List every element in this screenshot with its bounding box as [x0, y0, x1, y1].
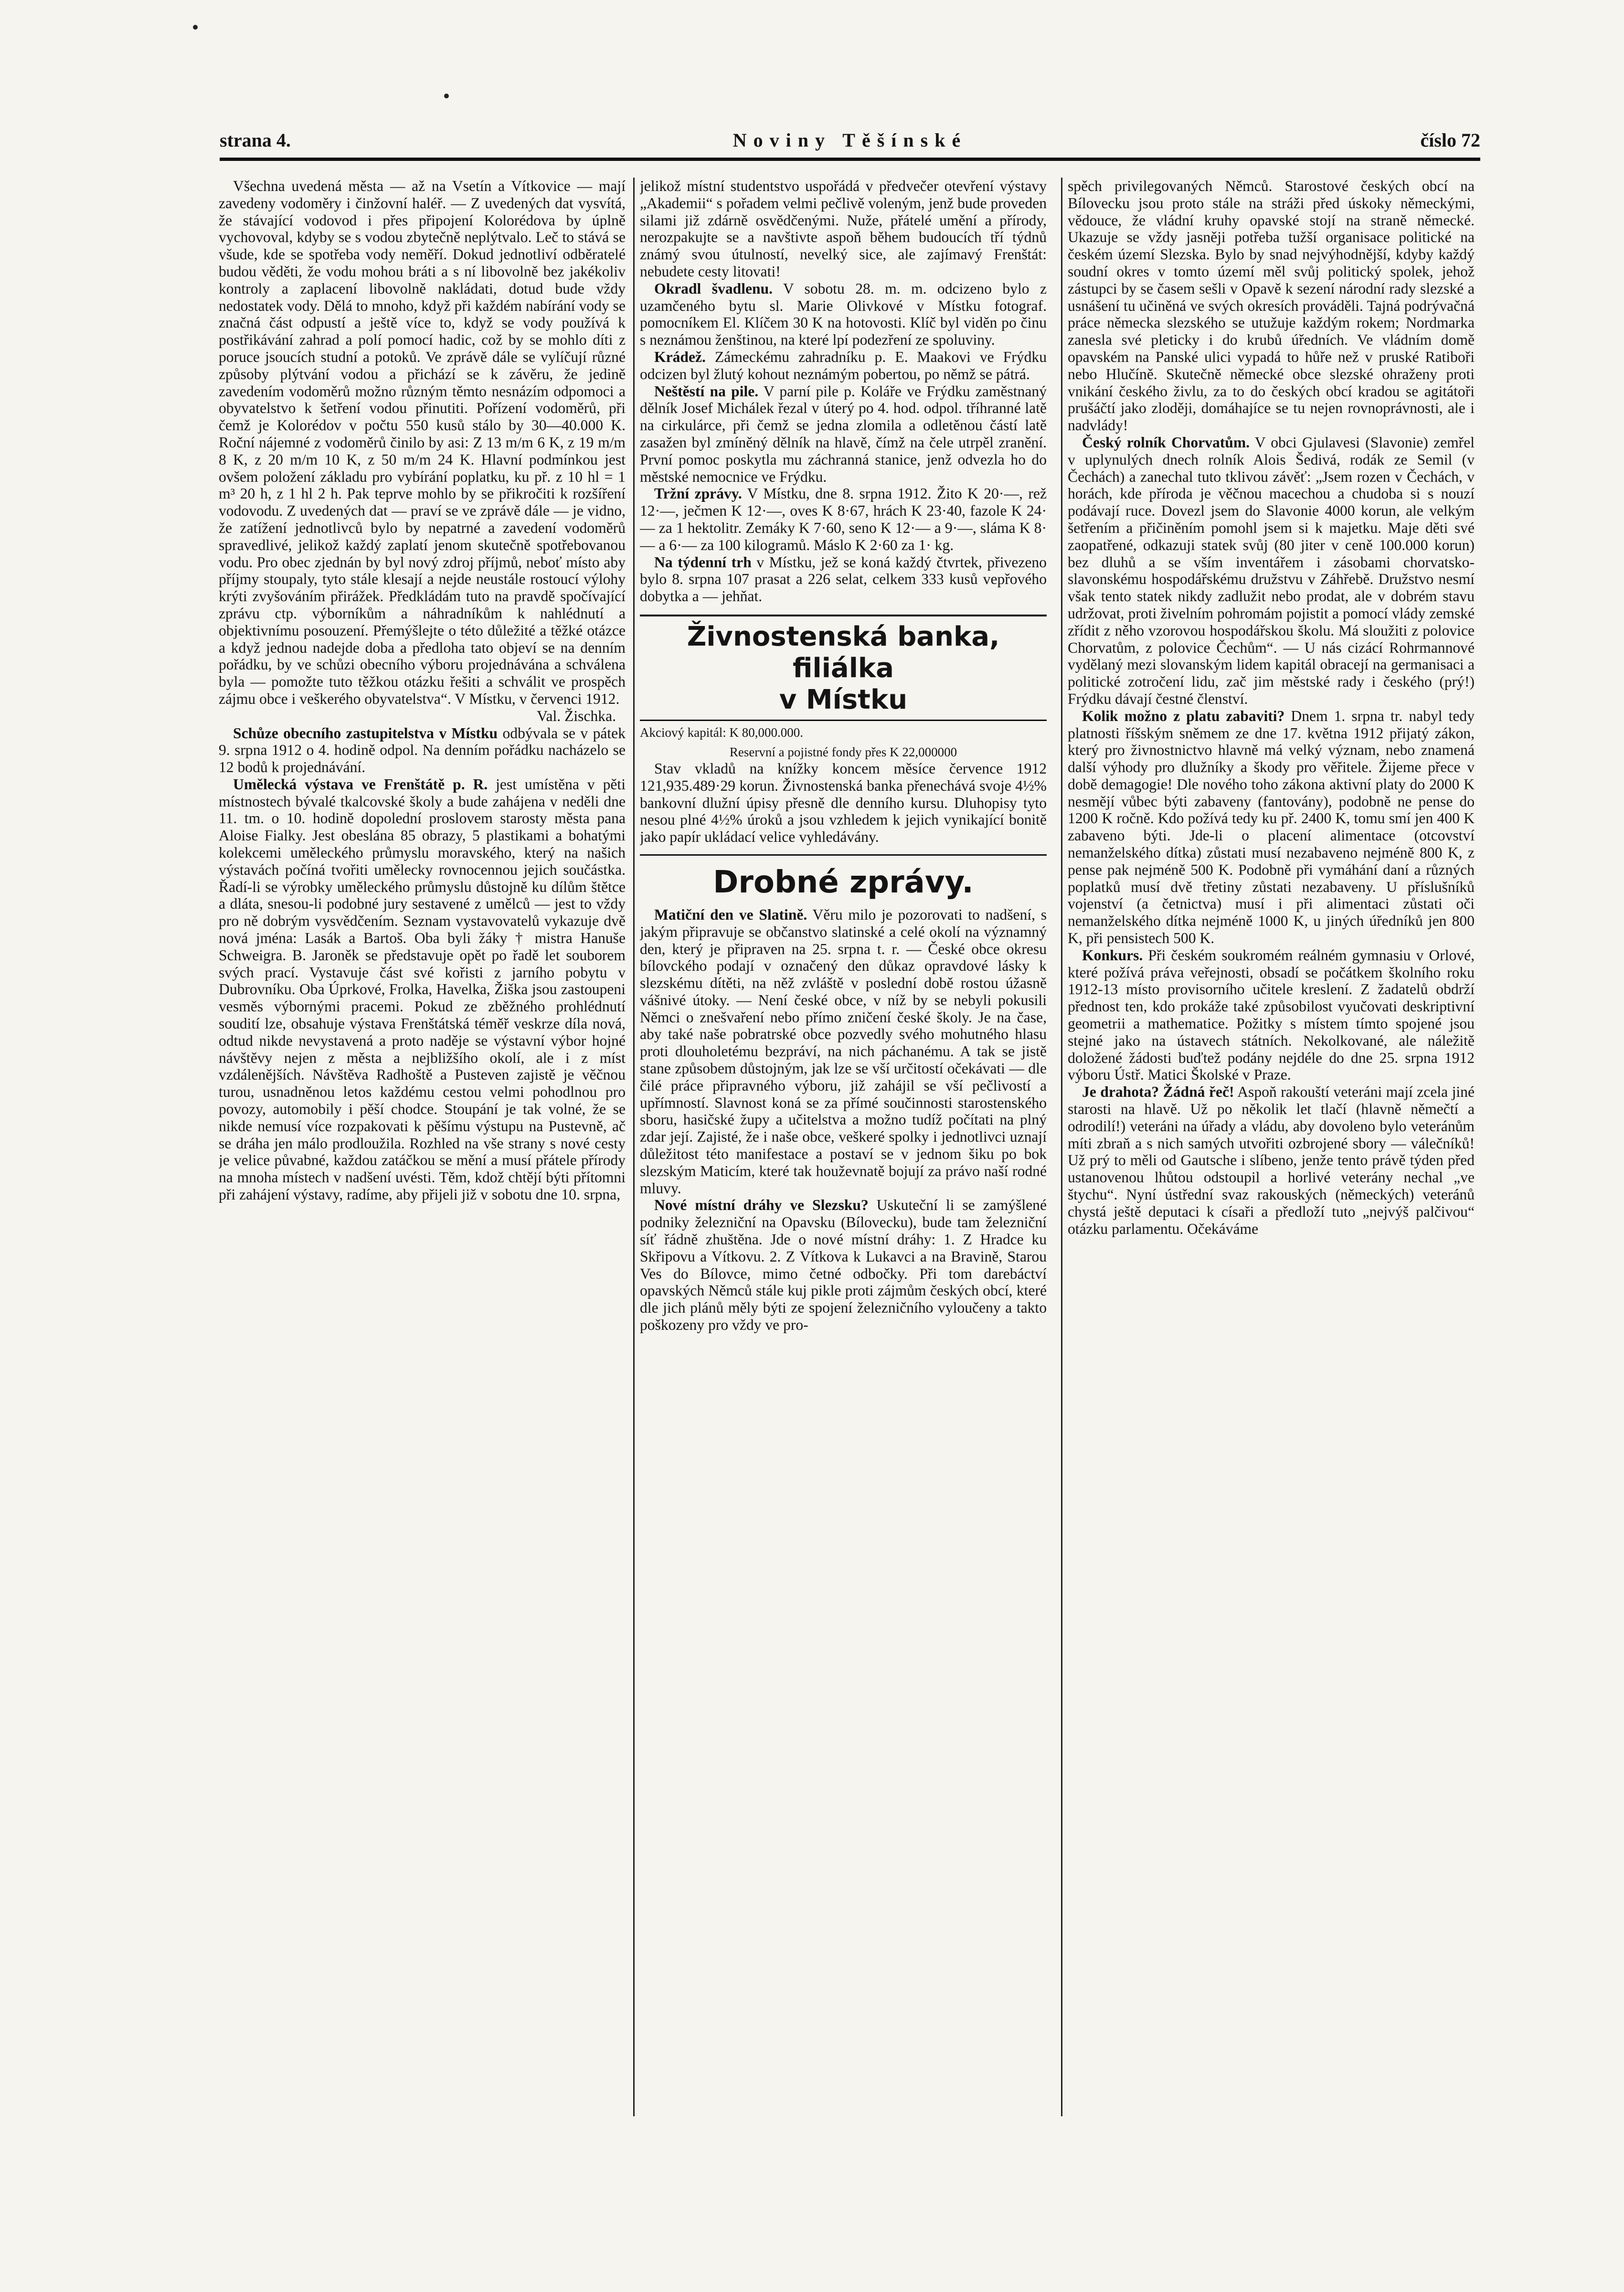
news-item	[1068, 1083, 1475, 1237]
news-text: v Místku, jež se koná každý čtvrtek, přivezeno bylo 8. srpna 107 prasat a 226 selat, celkem 333 kusů vepřového dobytka a — jehňat.	[640, 553, 1047, 605]
news-text: V parní pile p. Koláře ve Frýdku zaměstnaný dělník Josef Michálek řezal v úterý po 4. hod. odpol. tříhranné latě na cirkulárce, při čemž se jedna zlomila a odletěnou částí latě zasažen byl zmíněný dělník na hlavě, čímž na čele utrpěl zranění. První pomoc poskytla mu záchranná stanice, jenž odvezla ho do městské nemocnice ve Frýdku.	[640, 382, 1047, 485]
news-item	[219, 776, 626, 1203]
news-headline: Neštěstí na pile.	[654, 382, 759, 400]
news-text: Uskuteční li se zamýšlené podniky železniční na Opavsku (Bílovecku), bude tam železniční síť řádně zhuštěna. Jde o nové místní dráhy: 1. Z Hradce ku Skřipovu a Vítkovu. 2. Z Vítkova k Lukavci a na Bravině, Starou Ves do Bílovce, mimo četné odbočky. Při tom darebáctví opavských Němců stále kuj pikle proti zájmům českých obcí, které dle jich plánů měly býti ze spojení železničního vyloučeny a takto poškozeny pro vždy ve pro-	[640, 1197, 1047, 1334]
news-text: Zámeckému zahradníku p. E. Maakovi ve Frýdku odcizen byl žlutý kohout neznámým pobertou, po němž se pátrá.	[640, 348, 1047, 382]
news-item	[1068, 947, 1475, 1083]
speck	[444, 94, 449, 98]
news-item	[640, 280, 1047, 349]
news-headline: Kolik možno z platu zabaviti?	[1082, 707, 1285, 724]
news-headline: Schůze obecního zastupitelstva v Místku	[233, 724, 498, 742]
news-text: odbývala se v pátek 9. srpna 1912 o 4. hodině odpol. Na denním pořádku nacházelo se 12 bodů k projednávání.	[219, 724, 626, 776]
news-headline: Český rolník Chorvatům.	[1082, 434, 1250, 451]
article-paragraph: jelikož místní studentstvo uspořádá v předvečer otevření výstavy „Akademii“ s pořadem velmi pečlivě voleným, jenž bude proveden silami již zdárně osvědčenými. Nuže, přátelé umění a přírody, nerozpakujte se a navštivte aspoň během budoucích tří týdnů známý svou útulností, nevelký sice, ale zajímavý Frenštát: nebudete cesty litovati!	[640, 178, 1047, 280]
news-item	[219, 725, 626, 776]
bank-reserves: Reservní a pojistné fondy přes K 22,000000	[729, 744, 957, 759]
section-title: Drobné zprávy.	[640, 854, 1047, 902]
column-3	[1068, 178, 1475, 2131]
column-divider	[1061, 178, 1062, 2116]
news-headline: Na týdenní trh	[654, 553, 752, 571]
bank-capital: Akciový kapitál: K 80,000.000.	[640, 725, 803, 740]
news-item	[640, 485, 1047, 553]
article-paragraph: Všechna uvedená města — až na Vsetín a Vítkovice — mají zavedeny vodoměry i činžovní haléř. — Z uvedených dat vysvítá, že stávající vodovod i přes připojení Kolorédova by úplně vychovoval, kdyby se s vodou zbytečně neplýtvalo. Leč to stává se všude, kde se spotřeba vody neměří. Dokud jednotliví odběratelé budou věděti, že vodu mohou bráti a s ní libovolně bez jakékoliv kontroly a zaplacení libovolně nakládati, dotud bude vždy nedostatek vody. Dělá to mnoho, když při každém nabírání vody se značná část odpustí a ještě více to, když se vody používá k postřikávání zahrad a polí pomocí hadic, což by se mohlo díti z poruce jsoucích studní a potoků. Ve zprávě dále se vylíčují různé způsoby plýtvání vodou a přichází se k závěru, že jedině zavedením vodoměrů možno různým těmto nesnázím odpomoci a obyvatelstvo k šetření vodou přinutiti. Pořízení vodoměrů, při čemž je Kolorédov v počtu 550 kusů stálo by 30—40.000 K. Roční nájemné z vodoměrů činilo by asi: Z 13 m/m 6 K, z 19 m/m 8 K, z 20 m/m 10 K, z 50 m/m 24 K. Hlavní podmínkou jest ovšem položení základu pro vybírání poplatku, ku př. z 10 hl = 1 m³ 20 h, z 1 hl 2 h. Pak teprve mohlo by se přikročiti k rozšíření vodovodu. Z uvedených dat — praví se ve zprávě dále — je vidno, že zatížení jednotlivců bylo by nepatrné a zavedení vodoměrů spravedlivé, jelikož každý zaplatí jenom skutečně spotřebovanou vodu. Pro obec zjednán by byl nový zdroj příjmů, neboť místo aby příjmy stoupaly, tyto stále klesají a nejde neustále rostoucí výlohy krýti zvyšováním přirážek. Předkládám tuto na pravdě spočívající zprávu ctp. výborníkům a náhradníkům k nahlédnutí a objektivnímu posouzení. Přemýšlejte o této důležité a těžké otázce a když jednou nadejde doba a předloha tato objeví se na denním pořádku, by ve schůzi obecního výboru projednávána a schválena byla — pomožte tuto těžkou otázku řešiti a schválit ve prospěch zájmu obce i veškerého obyvatelstva“. V Místku, v červenci 1912.	[219, 178, 626, 707]
news-item	[640, 906, 1047, 1197]
newspaper-title: Noviny Těšínské	[732, 129, 967, 151]
news-headline: Konkurs.	[1082, 946, 1143, 964]
article-signature: Val. Žischka.	[537, 707, 616, 724]
news-text: V obci Gjulavesi (Slavonie) zemřel v uplynulých dnech rolník Alois Šedivá, rodák ze Semil (v Čechách) a zanechal tuto tklivou závěť: „Jsem rozen v Čechách, v horách, kde příroda je věčnou macechou a chudoba si s nouzí podávají ruce. Dovezl jsem do Slavonie 4000 korun, ale velkým šetřením a přičiněním pomohl jsem si k majetku. Maje děti své zaopatřené, odkazuji statek svůj (80 jiter v ceně 100.000 korun) bez dluhů a se vším inventářem i zásobami chorvatsko-slavonskému hospodářskému družstvu v Záhřebě. Družstvo nesmí však tento statek nikdy zadlužit nebo prodat, ale v dobrém stavu udržovat, proti živelním pohromám pojistit a pomocí vlády zemské zřídit z něho vzorovou hospodářskou školu. Má sloužiti z polovice Chorvatům, z polovice Čechům“. — U nás cizácí Rohrmannové vydělaný mezi slovanským lidem kapitál obracejí na germanisaci a politické zotročení lidu, zač jim městské rady i českého (prý!) Frýdku dávají čestné členství.	[1068, 434, 1475, 707]
bank-advert-title	[640, 615, 1047, 721]
news-headline: Je drahota? Žádná řeč!	[1082, 1083, 1234, 1101]
news-headline: Umělecká výstava ve Frenštátě p. R.	[233, 775, 488, 793]
column-1	[219, 178, 626, 2131]
news-headline: Tržní zprávy.	[654, 485, 742, 502]
news-item	[640, 554, 1047, 605]
news-item	[1068, 434, 1475, 708]
news-headline: Krádež.	[654, 348, 706, 365]
column-2	[640, 178, 1047, 2131]
article-paragraph: spěch privilegovaných Němců. Starostové českých obcí na Bílovecku jsou proto stále na stráži před úskoky německými, vědouce, že vládní kruhy opavské stojí na straně německé. Ukazuje se vždy jasněji potřeba tužší organisace politické na českém území Slezska. Bylo by snad nejvýhodnější, kdyby každý soudní okres v tomto území měl svůj politický spolek, jehož zástupci by se časem sešli v Opavě k sezení národní rady slezské a usnášení tu učiněná ve svých okresích prováděli. Tajná podrývačná práce německa slezského se utužuje každým rokem; Nordmarka zanesla své pleticky i do krubů úředních. Ve vládním domě opavském na Panské ulici vypadá to hůře než v pruské Ratiboři nebo Hlučíně. Skutečně německé obce slezské ohraženy proti vnikání českého živlu, za to do českých obcí kradou se agitátoři prušáčtí jako zloději, domáhajíce se tu nejen rovnoprávnosti, ale i nadvlády!	[1068, 178, 1475, 434]
bank-advert-title-line1: Živnostenská banka, filiálka	[687, 621, 1000, 684]
bank-advert-title-line2: v Místku	[779, 684, 908, 715]
news-headline: Matiční den ve Slatině.	[654, 906, 807, 923]
issue-number: číslo 72	[1420, 129, 1480, 151]
news-headline: Nové místní dráhy ve Slezsku?	[654, 1197, 869, 1214]
page-number: strana 4.	[220, 129, 291, 151]
header-rule	[220, 158, 1480, 161]
news-text: Dnem 1. srpna tr. nabyl tedy platnosti říšským sněmem ze dne 17. května 1912 přijatý zákon, který pro živnostnictvo hlavně má velký význam, nebo znamená další výhody pro dlužníky a škody pro věřitele. Žijeme přece v době demagogie! Dle nového toho zákona aktivní platy do 2000 K nesmějí vůbec býti zabaveny (fantovány), podobně ne pense do 1200 K ročně. Kdo požívá tedy ku př. 2400 K, tomu smí jen 400 K zabaveno býti. Jde-li o placení alimentace (otcovství nemanželského dítka) zůstati musí nezabaveno nejméně 800 K, z pense pak nejméně 500 K. Podobně při vymáhání daní a různých poplatků musí dvě třetiny zůstati nezabaveny. U příslušníků vojenství (a četnictva) musí i při alimentaci zůstati oči nemanželského dítka nejméně 1000 K, u jiných úředníků jen 800 K, při pensistech 500 K.	[1068, 707, 1475, 947]
news-headline: Okradl švadlenu.	[654, 280, 773, 297]
news-item	[640, 349, 1047, 383]
news-text: Při českém soukromém reálném gymnasiu v Orlové, které požívá práva veřejnosti, obsadí se počátkem školního roku 1912-13 místo provisorního učitele kreslení. Z žadatelů obdrží přednost ten, kdo prokáže také způsobilost vyučovati deskriptivní geometrii a mathematice. Požitky s místem tímto spojené jsou stejné jako na ústavech státních. Nekolkované, ale náležitě doložené žádosti buďtež podány nejdéle do dne 25. srpna 1912 výboru Ústř. Matici Školské v Praze.	[1068, 946, 1475, 1083]
news-text: jest umístěna v pěti místnostech bývalé tkalcovské školy a bude zahájena v neděli dne 11. tm. o 10. hodině dopolední proslovem starosty města pana Aloise Fialky. Jest obeslána 85 obrazy, 5 plastikami a bohatými kolekcemi uměleckého průmyslu moravského, který na našich výstavách počíná tvořiti umělecky rovnocennou jejich součástka. Řadí-li se výrobky uměleckého průmyslu důstojně ku dílům štětce a dláta, snesou-li podobné jury sestavené z umělců — jest to vždy pro ně dobrým vysvědčením. Seznam vystavovatelů vykazuje dvě nová jména: Lasák a Bartoš. Oba byli žáky † mistra Hanuše Schweigra. B. Jaroněk se představuje opět po řadě let souborem svých prací. Vystavuje část své kořisti z jarního pobytu v Dubrovníku. Oba Úprkové, Frolka, Havelka, Žiška jsou zastoupeni vesměs výbornými pracemi. Pokud ze zběžného prohlédnutí soudití lze, obsahuje výstava Frenštátská téměř veskrze díla nová, odtud nikde nevystavená a proto naděje se výstavní výbor hojné návštěvy nejen z města a nejbližšího okolí, ale i z míst vzdálenějších. Návštěva Radhoště a Pusteven zajistě je věčnou turou, usnadněnou letos každému cestou velmi pohodlnou pro povozy, automobily i pěší chodce. Stoupání je tak volné, že se nikde nemusí více rozpakovati k pěšímu výstupu na Pustevně, ač se dráha jen málo prodloužila. Rozhled na vše strany s nové cesty je velice půvabné, každou zatáčkou se mění a musí přátele přírody na mnoha místech v nadšení uvésti. Těm, kdož chtějí býti přítomni při zahájení výstavy, radíme, aby přijeli již v sobotu dne 10. srpna,	[219, 775, 626, 1203]
news-text: Věru milo je pozorovati to nadšení, s jakým připravuje se občanstvo slatinské a celé okolí na významný den, který je připraven na 25. srpna t. r. — České obce okresu bílovckého podají v označený den důkaz opravdové lásky k slezskému dítěti, na něž zvláště v poslední době rostou úžasně vášnivé útoky. — Není české obce, v níž by se nebyli pokusili Němci o znešvaření nebo přímo zničení české školy. Je na čase, aby také naše pobratrské obce pozvedly svého mohutného hlasu proti dlouholetému bezpráví, na nich páchanému. A tak se jistě stane způsobem důstojným, jak lze se vší určitostí očekávati — dle čilé práce připravného výboru, již zahájil se vší pečlivostí a upřímností. Slavnost koná se za přímé součinnosti starostenského sboru, hasičské župy a učitelstva a možno tudíž počítati na plný zdar její. Zajisté, že i naše obce, veškeré spolky i jednotlivci uznají důležitost této manifestace a postaví se v jednom šiku po bok slezským Maticím, které tak houževnatě bojují za právo naší rodné mluvy.	[640, 906, 1047, 1197]
column-divider	[633, 178, 635, 2116]
news-text: V sobotu 28. m. m. odcizeno bylo z uzamčeného bytu sl. Marie Olivkové v Místku fotograf. pomocníkem El. Klíčem 30 K na hotovosti. Klíč byl viděn po činu s neznámou ženštinou, na které lpí podezření ze spoluviny.	[640, 280, 1047, 349]
speck	[193, 25, 198, 30]
bank-advert-body: Stav vkladů na knížky koncem měsíce července 1912 121,935.489·29 korun. Živnostenská banka přenechává svoje 4½% bankovní dlužní úpisy přesně dle denního kursu. Dluhopisy tyto nesou plné 4½% úroků a jsou vzhledem k jejich vynikající bonitě jako papír ukládací velice vyhledávány.	[640, 760, 1047, 846]
news-item	[640, 383, 1047, 486]
news-text: Aspoň rakouští veteráni mají zcela jiné starosti na hlavě. Už po několik let tlačí (hlavně němečtí a odrodilí!) veteráni na úřady a vládu, aby dovoleno bylo veteránům míti zbraň a s nich samých utvořiti ozbrojené sbory — válečníků! Už prý to měli od Gautsche i slíbeno, jenže tento právě týden před ustanovenou lhůtou odstoupil a horlivé veterány nechal „ve štychu“. Nyní ústřední svaz rakouských (německých) veteránů chystá ještě deputaci k císaři a předloží tuto „nejvýš palčivou“ otázku parlamentu. Očekáváme	[1068, 1083, 1475, 1237]
news-item	[1068, 708, 1475, 947]
news-text: V Místku, dne 8. srpna 1912. Žito K 20·—, rež 12·—, ječmen K 12·—, oves K 8·67, hrách K 23·40, fazole K 24·— za 1 hektolitr. Zemáky K 7·60, seno K 12·— a 9·—, sláma K 8·— a 6·— za 100 kilogramů. Máslo K 2·60 za 1· kg.	[640, 485, 1047, 553]
page-header	[220, 125, 1480, 154]
news-item	[640, 1197, 1047, 1333]
